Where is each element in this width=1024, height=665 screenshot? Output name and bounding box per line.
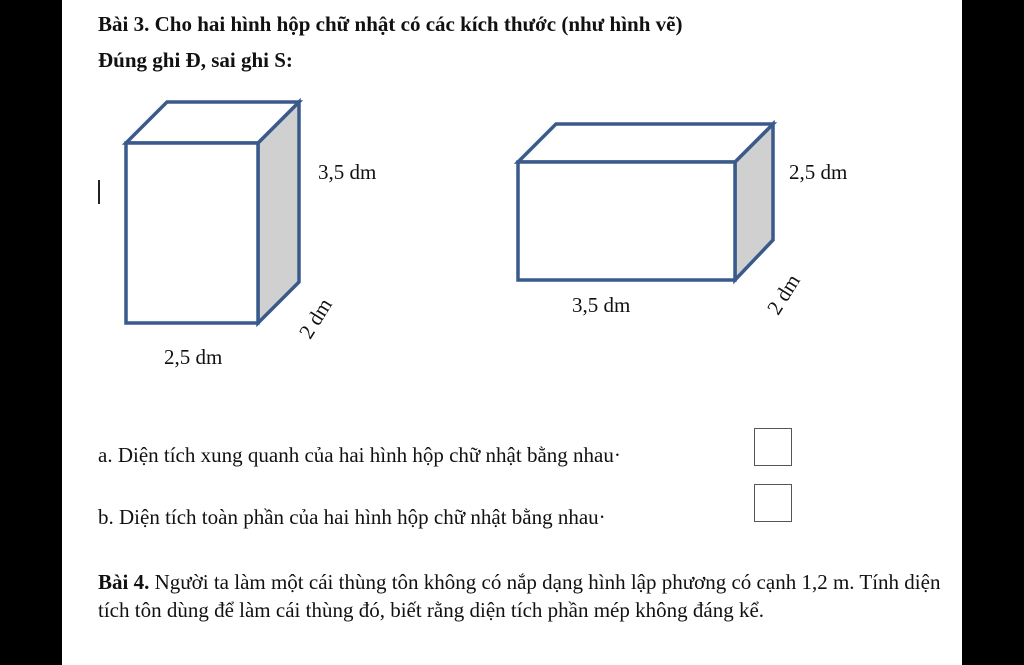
exercise-3-instruction: Đúng ghi Đ, sai ghi S:	[98, 48, 293, 72]
box-2-front-face	[518, 162, 735, 280]
box-1-front-face	[126, 143, 258, 323]
statement-a: a. Diện tích xung quanh của hai hình hộp chữ nhật bằng nhau·	[98, 443, 621, 467]
box-2-figure	[518, 124, 773, 280]
answer-box-a[interactable]	[754, 428, 792, 466]
box-2-top-face	[518, 124, 773, 162]
statement-b: b. Diện tích toàn phần của hai hình hộp chữ nhật bằng nhau·	[98, 505, 606, 529]
exercise-4-number: Bài 4.	[98, 570, 150, 594]
exercise-4-paragraph	[98, 568, 948, 624]
box-1-figure	[126, 102, 299, 323]
exercise-3-prompt: Cho hai hình hộp chữ nhật có các kích thước (như hình vẽ)	[149, 12, 683, 36]
box-2-height-label: 2,5 dm	[789, 160, 848, 184]
box-2-depth-label: 2 dm	[762, 269, 805, 319]
box-1-height-label: 3,5 dm	[318, 160, 377, 184]
answer-box-b[interactable]	[754, 484, 792, 522]
box-2-width-label: 3,5 dm	[572, 293, 631, 317]
exercise-4-body: Người ta làm một cái thùng tôn không có nắp dạng hình lập phương có cạnh 1,2 m. Tính diện tích tôn dùng để làm cái thùng đó, biết rằng diện tích phần mép không đáng kể.	[98, 570, 941, 622]
box-1-width-label: 2,5 dm	[164, 345, 223, 369]
document-page	[62, 0, 962, 665]
exercise-3-number: Bài 3.	[98, 12, 150, 36]
box-1-depth-label: 2 dm	[294, 293, 337, 343]
